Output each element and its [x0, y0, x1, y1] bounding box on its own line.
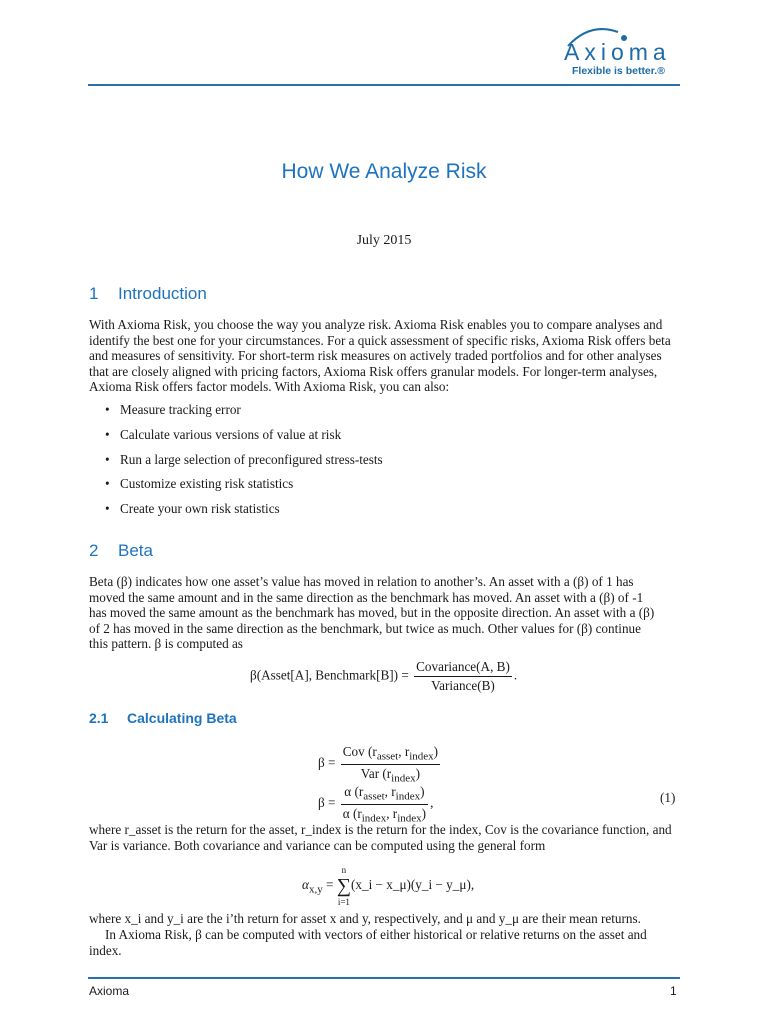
- header-rule: [88, 84, 680, 86]
- intro-paragraph: [89, 317, 681, 395]
- section-heading-introduction: [89, 284, 207, 304]
- formula-trail: .: [513, 667, 518, 683]
- equation-trail: ,: [430, 795, 434, 811]
- footer-rule: [88, 977, 680, 979]
- list-item: • Create your own risk statistics: [105, 501, 383, 526]
- equation-lhs: β =: [318, 795, 336, 811]
- text-line: Var is variance. Both covariance and variance can be computed using the general form: [89, 837, 546, 853]
- list-item: • Run a large selection of preconfigured stress-tests: [105, 452, 383, 477]
- text-line: index.: [89, 942, 122, 958]
- formula-numerator: Covariance(A, B): [414, 659, 512, 677]
- beta-paragraph: [89, 574, 681, 652]
- formula-lhs: β(Asset[A], Benchmark[B]) =: [250, 667, 409, 683]
- alpha-lhs: $\alpha_{x,y}$: [302, 877, 323, 896]
- subsection-heading-calculating-beta: [89, 710, 237, 726]
- beta-definition-formula: [250, 659, 517, 694]
- where-paragraph: [89, 822, 681, 853]
- list-item: • Measure tracking error: [105, 402, 383, 427]
- section-number: 1: [89, 284, 99, 303]
- section-title: Introduction: [118, 284, 207, 303]
- section-heading-beta: [89, 541, 153, 561]
- document-title: How We Analyze Risk: [281, 160, 487, 183]
- subsection-title: Calculating Beta: [127, 710, 237, 726]
- subsection-number: 2.1: [89, 710, 109, 726]
- formula-denominator: Variance(B): [431, 678, 495, 693]
- equation-denominator: Var $(r_{index})$: [360, 765, 421, 785]
- text-line: With Axioma Risk, you choose the way you analyze risk. Axioma Risk enables you to compare analyses and: [89, 317, 663, 332]
- text-line: where x_i and y_i are the i’th return for asset x and y, respectively, and μ and y_μ are their mean returns.: [89, 911, 641, 926]
- capabilities-list: [105, 402, 383, 526]
- beta-alpha-equation: [318, 784, 433, 824]
- footer-company: Axioma: [89, 984, 130, 998]
- section-title: Beta: [118, 541, 153, 560]
- text-line: In Axioma Risk, β can be computed with vectors of either historical or relative returns on the asset and: [105, 927, 647, 942]
- alpha-general-form-equation: [302, 864, 474, 908]
- page-number: 1: [670, 984, 677, 998]
- text-line: moved the same amount and in the same direction as the benchmark has moved. An asset with a (β) of -1: [89, 589, 644, 605]
- text-line: and measures of sensitivity. For short-term risk measures on actively traded portfolios and for other analyses: [89, 348, 662, 364]
- text-line: that are closely aligned with pricing factors, Axioma Risk offers granular models. For longer-term analyses,: [89, 363, 658, 379]
- section-number: 2: [89, 541, 99, 560]
- logo-tagline: Flexible is better.®: [572, 65, 665, 77]
- returns-definition-line: [89, 911, 681, 927]
- text-line: Beta (β) indicates how one asset’s value has moved in relation to another’s. An asset with a (β) of 1 has: [89, 574, 634, 589]
- document-date: July 2015: [356, 233, 412, 248]
- text-line: this pattern. β is computed as: [89, 636, 243, 652]
- equation-denominator: α ($r_{index}$, $r_{index}$): [342, 805, 427, 825]
- formula-fraction: [414, 659, 512, 694]
- list-item: • Customize existing risk statistics: [105, 476, 383, 501]
- summation-symbol: n ∑ i=1: [336, 865, 351, 907]
- alpha-equals: =: [322, 877, 337, 893]
- equation-lhs: β =: [318, 755, 336, 771]
- text-line: identify the best one for your circumstances. For a quick assessment of specific risks, Axioma Risk offers beta: [89, 332, 671, 348]
- alpha-rhs: (x_i − x_μ)(y_i − y_μ),: [350, 877, 475, 893]
- beta-covariance-equation: [318, 744, 442, 784]
- equation-number: (1): [660, 790, 676, 805]
- equation-numerator: Cov ($r_{asset}$, $r_{index}$): [342, 744, 439, 763]
- equation-fraction: [341, 784, 428, 824]
- text-line: where r_asset is the return for the asset, r_index is the return for the index, Cov is the covariance function, and: [89, 822, 672, 837]
- text-line: has moved the same amount as the benchmark has moved, but in the opposite direction. An asset with a (β): [89, 605, 655, 621]
- logo-wordmark: Axioma: [564, 39, 671, 65]
- axioma-logo: [560, 24, 670, 84]
- equation-fraction: [341, 744, 440, 784]
- text-line: Axioma Risk offers factor models. With Axioma Risk, you can also:: [89, 379, 450, 395]
- axioma-beta-paragraph: [89, 927, 681, 958]
- equation-numerator: α ($r_{asset}$, $r_{index}$): [341, 784, 428, 805]
- text-line: of 2 has moved in the same direction as the benchmark, but twice as much. Other values for (β) continue: [89, 620, 641, 636]
- list-item: • Calculate various versions of value at risk: [105, 427, 383, 452]
